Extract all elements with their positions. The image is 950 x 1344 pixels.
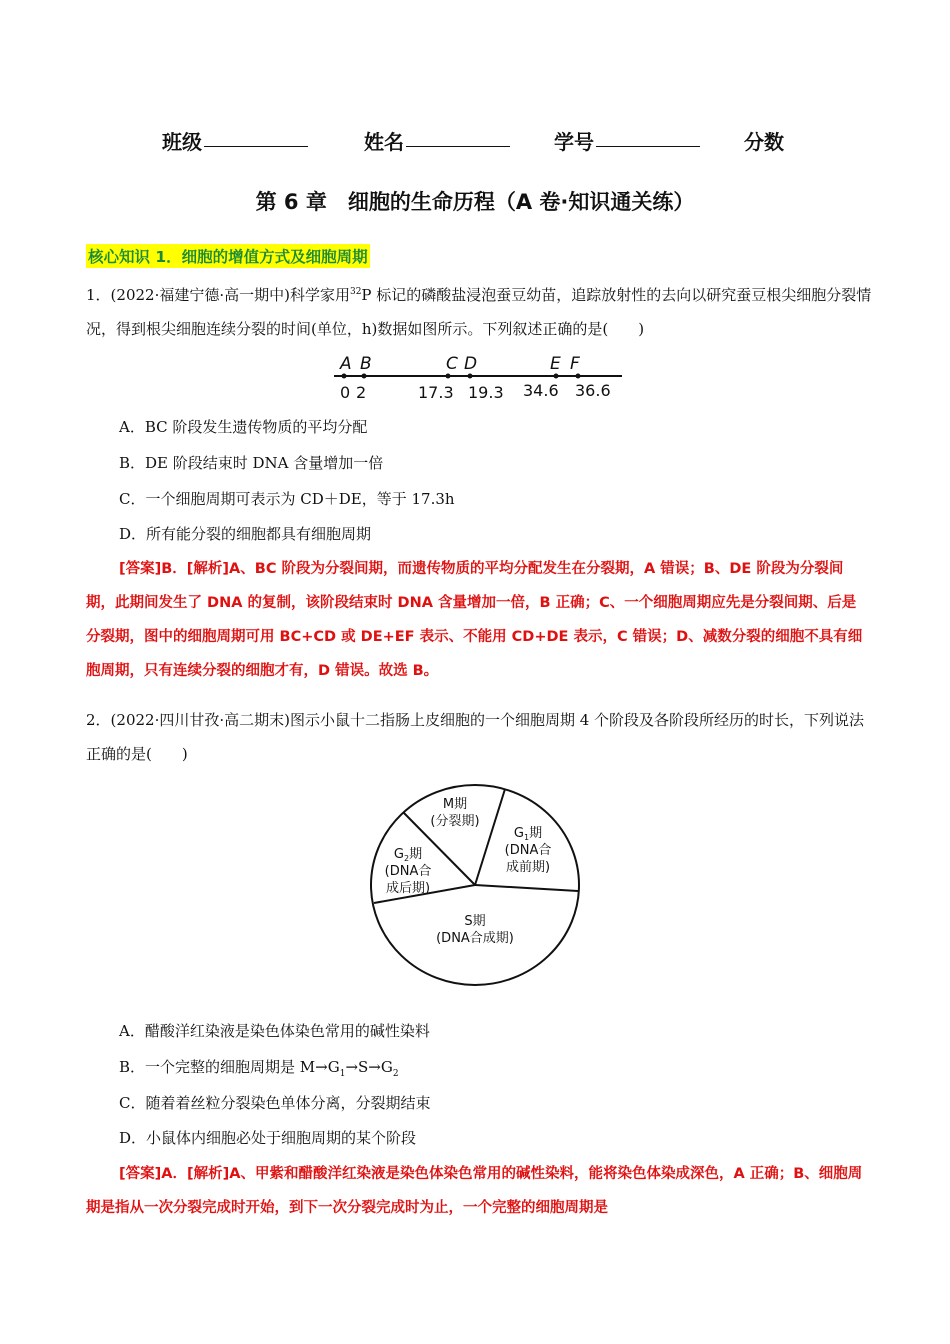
pie-label-g1: $G_1$期 xyxy=(513,826,543,842)
pie-label-g2-sub: (DNA合 xyxy=(384,864,432,879)
score-label: 分数 xyxy=(744,130,784,154)
q1-option-c[interactable]: C．一个细胞周期可表示为 CD＋DE，等于 17.3h xyxy=(119,490,455,508)
q1-option-b[interactable]: B．DE 阶段结束时 DNA 含量增加一倍 xyxy=(119,454,384,472)
value-D: 19.3 xyxy=(468,383,504,402)
tick-D xyxy=(468,374,473,379)
section-heading: 核心知识 1．细胞的增值方式及细胞周期 xyxy=(86,244,370,268)
pie-label-s-sub: (DNA合成期) xyxy=(436,931,514,946)
pie-label-s: S期 xyxy=(464,914,486,929)
cell-cycle-pie-chart xyxy=(365,780,585,1002)
q2-answer: [答案]A．[解析]A、甲紫和醋酸洋红染液是染色体染色常用的碱性染料，能将染色体染成深色，A 正确；B、细胞周期是指从一次分裂完成时开始，到下一次分裂完成时为止，一个完整的细胞周期是 xyxy=(86,1166,863,1216)
label-B: B xyxy=(360,354,372,374)
tick-C xyxy=(446,374,451,379)
value-E: 34.6 xyxy=(523,381,559,400)
q2-option-d[interactable]: D．小鼠体内细胞必处于细胞周期的某个阶段 xyxy=(119,1129,417,1147)
label-A: A xyxy=(340,354,352,374)
value-F: 36.6 xyxy=(575,381,611,400)
value-B: 2 xyxy=(356,383,367,402)
class-field[interactable]: 班级 xyxy=(162,126,308,155)
label-E: E xyxy=(550,354,561,374)
question-1-stem: 1．(2022·福建宁德·高一期中)科学家用$^{32}$P 标记的磷酸盐浸泡蚕豆幼苗，追踪放射性的去向以研究蚕豆根尖细胞分裂情况，得到根尖细胞连续分裂的时间(单位，h)数据如图所示。下列叙述正确的是( ) xyxy=(86,286,872,338)
q1-option-d[interactable]: D．所有能分裂的细胞都具有细胞周期 xyxy=(119,525,372,543)
q2-option-c[interactable]: C．随着着丝粒分裂染色单体分离，分裂期结束 xyxy=(119,1094,431,1112)
tick-F xyxy=(576,374,581,379)
q2-option-a[interactable]: A．醋酸洋红染液是染色体染色常用的碱性染料 xyxy=(119,1022,430,1040)
tick-B xyxy=(362,374,367,379)
pie-label-g1-sub2: 成前期) xyxy=(505,860,551,875)
label-C: C xyxy=(446,354,458,374)
value-A: 0 xyxy=(340,383,351,402)
q2-option-b[interactable]: B．一个完整的细胞周期是 $M\to G_1\to S\to G_2$ xyxy=(119,1058,399,1079)
student-info-header xyxy=(0,126,950,156)
pie-label-g2: $G_2$期 xyxy=(393,847,423,863)
q1-option-a[interactable]: A．BC 阶段发生遗传物质的平均分配 xyxy=(119,418,368,436)
timeline-figure xyxy=(330,352,630,408)
pie-label-m-sub: (分裂期) xyxy=(430,814,480,829)
q1-answer: [答案]B．[解析]A、BC 阶段为分裂间期，而遗传物质的平均分配发生在分裂期，A 错误；B、DE 阶段为分裂间期，此期间发生了 DNA 的复制，该阶段结束时 DNA 含量增加一倍，B 正确；C、一个细胞周期应先是分裂间期、后是分裂期，图中的细胞周期可用 BC+CD 或 DE+EF 表示、不能用 CD+DE 表示，C 错误；D、减数分裂的细胞不具有细胞周期，只有连续分裂的细胞才有，D 错误。故选 B。 xyxy=(86,561,863,679)
pie-label-m: M期 xyxy=(442,797,468,812)
tick-A xyxy=(342,374,347,379)
pie-label-g1-sub: (DNA合 xyxy=(504,843,552,858)
tick-E xyxy=(554,374,559,379)
label-F: F xyxy=(570,354,580,374)
value-C: 17.3 xyxy=(418,383,454,402)
page-title: 第 6 章 细胞的生命历程（A 卷·知识通关练） xyxy=(255,190,695,214)
question-2-stem: 2．(2022·四川甘孜·高二期末)图示小鼠十二指肠上皮细胞的一个细胞周期 4 个阶段及各阶段所经历的时长，下列说法正确的是( ) xyxy=(86,711,865,763)
name-field[interactable]: 姓名 xyxy=(364,126,510,155)
pie-label-g2-sub2: 成后期) xyxy=(385,881,431,896)
label-D: D xyxy=(464,354,478,374)
student-id-field[interactable]: 学号 xyxy=(554,126,700,155)
